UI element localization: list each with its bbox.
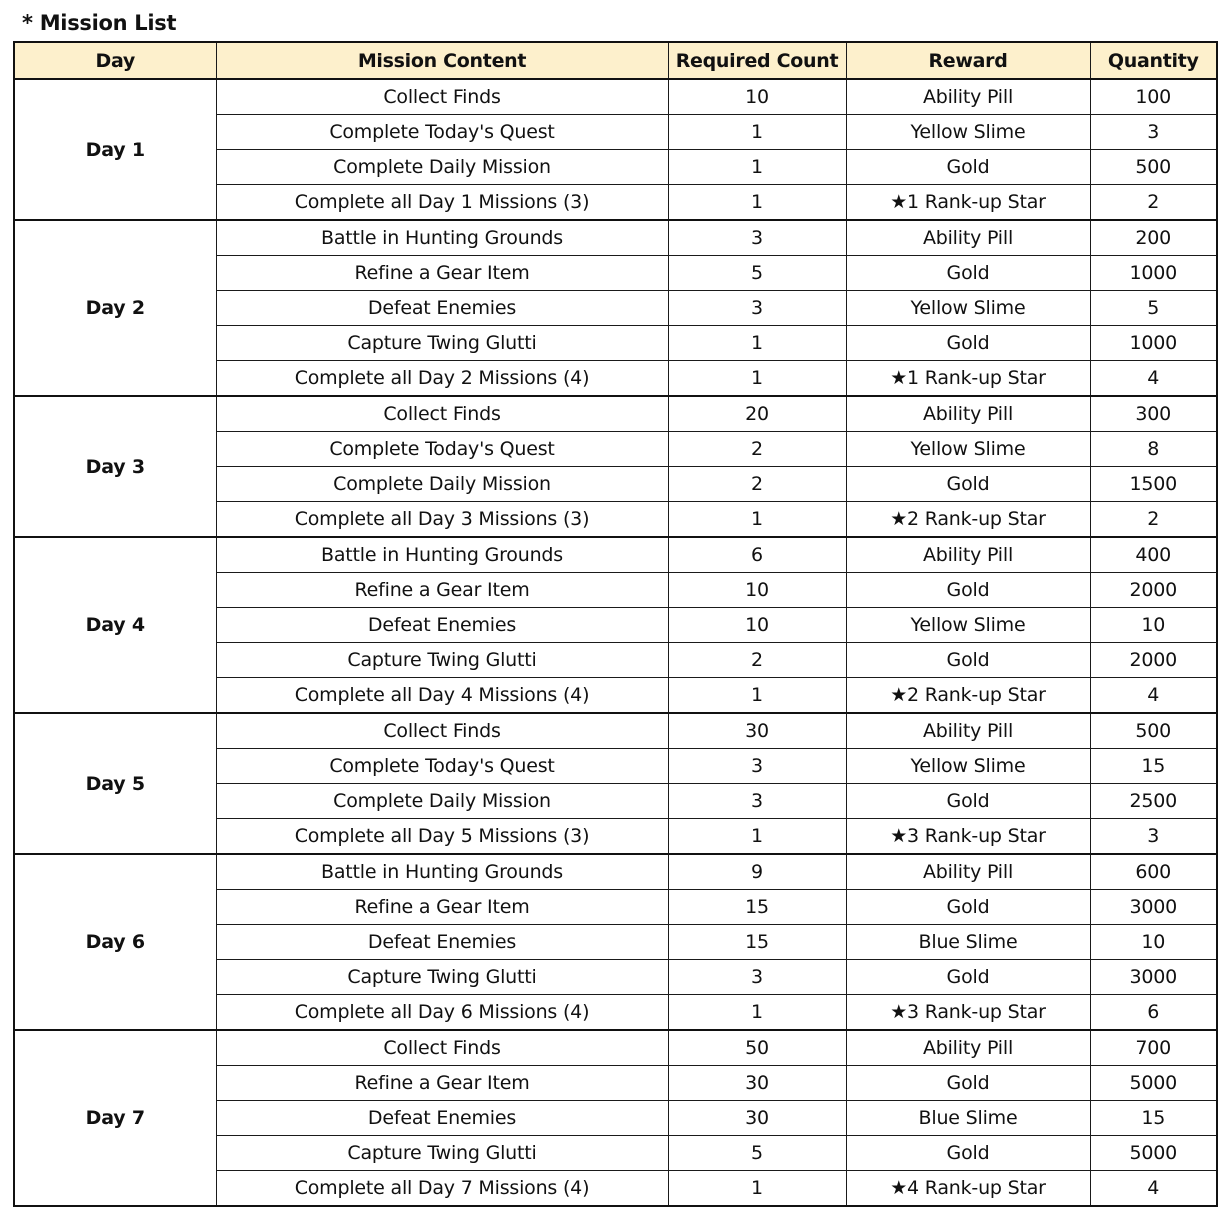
required-count-cell: 1	[668, 502, 846, 538]
quantity-cell: 3000	[1090, 960, 1217, 995]
mission-content-cell: Complete Today's Quest	[216, 115, 668, 150]
reward-cell: Gold	[846, 573, 1090, 608]
required-count-cell: 30	[668, 1101, 846, 1136]
page-title: * Mission List	[22, 11, 177, 35]
reward-cell: Gold	[846, 1136, 1090, 1171]
reward-cell: Blue Slime	[846, 925, 1090, 960]
quantity-cell: 400	[1090, 537, 1217, 573]
reward-cell: Ability Pill	[846, 1030, 1090, 1066]
mission-content-cell: Complete all Day 2 Missions (4)	[216, 361, 668, 397]
reward-cell: ★3 Rank-up Star	[846, 995, 1090, 1031]
required-count-cell: 1	[668, 150, 846, 185]
quantity-cell: 8	[1090, 432, 1217, 467]
mission-content-cell: Complete all Day 3 Missions (3)	[216, 502, 668, 538]
column-header-day: Day	[14, 42, 216, 79]
mission-content-cell: Collect Finds	[216, 79, 668, 115]
reward-cell: ★2 Rank-up Star	[846, 678, 1090, 714]
mission-content-cell: Collect Finds	[216, 713, 668, 749]
day-label: Day 3	[14, 396, 216, 537]
mission-content-cell: Collect Finds	[216, 396, 668, 432]
mission-content-cell: Capture Twing Glutti	[216, 643, 668, 678]
mission-content-cell: Refine a Gear Item	[216, 256, 668, 291]
quantity-cell: 700	[1090, 1030, 1217, 1066]
column-header-quantity: Quantity	[1090, 42, 1217, 79]
mission-content-cell: Complete all Day 7 Missions (4)	[216, 1171, 668, 1207]
required-count-cell: 3	[668, 960, 846, 995]
quantity-cell: 500	[1090, 150, 1217, 185]
column-header-mission-content: Mission Content	[216, 42, 668, 79]
quantity-cell: 10	[1090, 925, 1217, 960]
mission-table-body	[14, 79, 1217, 1206]
mission-content-cell: Complete Today's Quest	[216, 432, 668, 467]
reward-cell: ★2 Rank-up Star	[846, 502, 1090, 538]
quantity-cell: 1500	[1090, 467, 1217, 502]
mission-content-cell: Complete Daily Mission	[216, 784, 668, 819]
required-count-cell: 20	[668, 396, 846, 432]
mission-content-cell: Battle in Hunting Grounds	[216, 537, 668, 573]
quantity-cell: 3000	[1090, 890, 1217, 925]
quantity-cell: 2000	[1090, 573, 1217, 608]
reward-cell: Yellow Slime	[846, 432, 1090, 467]
required-count-cell: 30	[668, 1066, 846, 1101]
day-label: Day 6	[14, 854, 216, 1030]
required-count-cell: 1	[668, 115, 846, 150]
quantity-cell: 600	[1090, 854, 1217, 890]
required-count-cell: 1	[668, 361, 846, 397]
day-label: Day 2	[14, 220, 216, 396]
quantity-cell: 4	[1090, 1171, 1217, 1207]
required-count-cell: 2	[668, 467, 846, 502]
table-row	[14, 1030, 1217, 1066]
reward-cell: Yellow Slime	[846, 608, 1090, 643]
required-count-cell: 10	[668, 79, 846, 115]
quantity-cell: 200	[1090, 220, 1217, 256]
mission-content-cell: Defeat Enemies	[216, 925, 668, 960]
required-count-cell: 1	[668, 326, 846, 361]
reward-cell: Gold	[846, 467, 1090, 502]
required-count-cell: 1	[668, 819, 846, 855]
quantity-cell: 500	[1090, 713, 1217, 749]
reward-cell: Gold	[846, 784, 1090, 819]
quantity-cell: 10	[1090, 608, 1217, 643]
required-count-cell: 1	[668, 678, 846, 714]
mission-content-cell: Refine a Gear Item	[216, 890, 668, 925]
table-header-row	[14, 42, 1217, 79]
mission-content-cell: Complete all Day 4 Missions (4)	[216, 678, 668, 714]
reward-cell: Ability Pill	[846, 220, 1090, 256]
quantity-cell: 300	[1090, 396, 1217, 432]
mission-content-cell: Refine a Gear Item	[216, 1066, 668, 1101]
reward-cell: Gold	[846, 643, 1090, 678]
mission-content-cell: Refine a Gear Item	[216, 573, 668, 608]
quantity-cell: 4	[1090, 678, 1217, 714]
reward-cell: Gold	[846, 256, 1090, 291]
mission-content-cell: Complete all Day 5 Missions (3)	[216, 819, 668, 855]
reward-cell: Gold	[846, 1066, 1090, 1101]
mission-content-cell: Capture Twing Glutti	[216, 960, 668, 995]
required-count-cell: 3	[668, 749, 846, 784]
reward-cell: Yellow Slime	[846, 115, 1090, 150]
required-count-cell: 6	[668, 537, 846, 573]
required-count-cell: 15	[668, 925, 846, 960]
mission-content-cell: Complete Daily Mission	[216, 467, 668, 502]
mission-content-cell: Capture Twing Glutti	[216, 326, 668, 361]
required-count-cell: 3	[668, 291, 846, 326]
required-count-cell: 30	[668, 713, 846, 749]
reward-cell: ★1 Rank-up Star	[846, 185, 1090, 221]
mission-content-cell: Defeat Enemies	[216, 1101, 668, 1136]
quantity-cell: 100	[1090, 79, 1217, 115]
reward-cell: Gold	[846, 326, 1090, 361]
day-label: Day 5	[14, 713, 216, 854]
required-count-cell: 5	[668, 256, 846, 291]
reward-cell: ★1 Rank-up Star	[846, 361, 1090, 397]
mission-content-cell: Complete Today's Quest	[216, 749, 668, 784]
quantity-cell: 1000	[1090, 256, 1217, 291]
quantity-cell: 3	[1090, 819, 1217, 855]
mission-content-cell: Defeat Enemies	[216, 291, 668, 326]
required-count-cell: 1	[668, 185, 846, 221]
quantity-cell: 3	[1090, 115, 1217, 150]
quantity-cell: 5	[1090, 291, 1217, 326]
required-count-cell: 50	[668, 1030, 846, 1066]
reward-cell: Blue Slime	[846, 1101, 1090, 1136]
mission-table	[13, 41, 1218, 1207]
column-header-reward: Reward	[846, 42, 1090, 79]
quantity-cell: 2500	[1090, 784, 1217, 819]
required-count-cell: 1	[668, 1171, 846, 1207]
mission-content-cell: Collect Finds	[216, 1030, 668, 1066]
quantity-cell: 1000	[1090, 326, 1217, 361]
reward-cell: Ability Pill	[846, 79, 1090, 115]
reward-cell: Yellow Slime	[846, 291, 1090, 326]
table-row	[14, 713, 1217, 749]
day-label: Day 4	[14, 537, 216, 713]
mission-content-cell: Complete all Day 6 Missions (4)	[216, 995, 668, 1031]
reward-cell: Yellow Slime	[846, 749, 1090, 784]
reward-cell: Gold	[846, 150, 1090, 185]
required-count-cell: 10	[668, 608, 846, 643]
quantity-cell: 5000	[1090, 1066, 1217, 1101]
mission-content-cell: Complete all Day 1 Missions (3)	[216, 185, 668, 221]
table-row	[14, 79, 1217, 115]
reward-cell: ★4 Rank-up Star	[846, 1171, 1090, 1207]
table-row	[14, 220, 1217, 256]
reward-cell: Ability Pill	[846, 713, 1090, 749]
required-count-cell: 2	[668, 432, 846, 467]
reward-cell: Ability Pill	[846, 854, 1090, 890]
column-header-required-count: Required Count	[668, 42, 846, 79]
day-label: Day 7	[14, 1030, 216, 1206]
required-count-cell: 5	[668, 1136, 846, 1171]
quantity-cell: 15	[1090, 1101, 1217, 1136]
quantity-cell: 4	[1090, 361, 1217, 397]
quantity-cell: 2	[1090, 502, 1217, 538]
required-count-cell: 15	[668, 890, 846, 925]
mission-content-cell: Battle in Hunting Grounds	[216, 854, 668, 890]
table-row	[14, 854, 1217, 890]
reward-cell: Gold	[846, 960, 1090, 995]
required-count-cell: 9	[668, 854, 846, 890]
mission-content-cell: Battle in Hunting Grounds	[216, 220, 668, 256]
required-count-cell: 3	[668, 784, 846, 819]
day-label: Day 1	[14, 79, 216, 220]
table-row	[14, 396, 1217, 432]
quantity-cell: 2	[1090, 185, 1217, 221]
reward-cell: Ability Pill	[846, 396, 1090, 432]
required-count-cell: 10	[668, 573, 846, 608]
quantity-cell: 6	[1090, 995, 1217, 1031]
table-row	[14, 537, 1217, 573]
reward-cell: ★3 Rank-up Star	[846, 819, 1090, 855]
reward-cell: Gold	[846, 890, 1090, 925]
quantity-cell: 5000	[1090, 1136, 1217, 1171]
quantity-cell: 2000	[1090, 643, 1217, 678]
quantity-cell: 15	[1090, 749, 1217, 784]
reward-cell: Ability Pill	[846, 537, 1090, 573]
mission-content-cell: Complete Daily Mission	[216, 150, 668, 185]
mission-content-cell: Capture Twing Glutti	[216, 1136, 668, 1171]
required-count-cell: 3	[668, 220, 846, 256]
mission-content-cell: Defeat Enemies	[216, 608, 668, 643]
required-count-cell: 2	[668, 643, 846, 678]
required-count-cell: 1	[668, 995, 846, 1031]
